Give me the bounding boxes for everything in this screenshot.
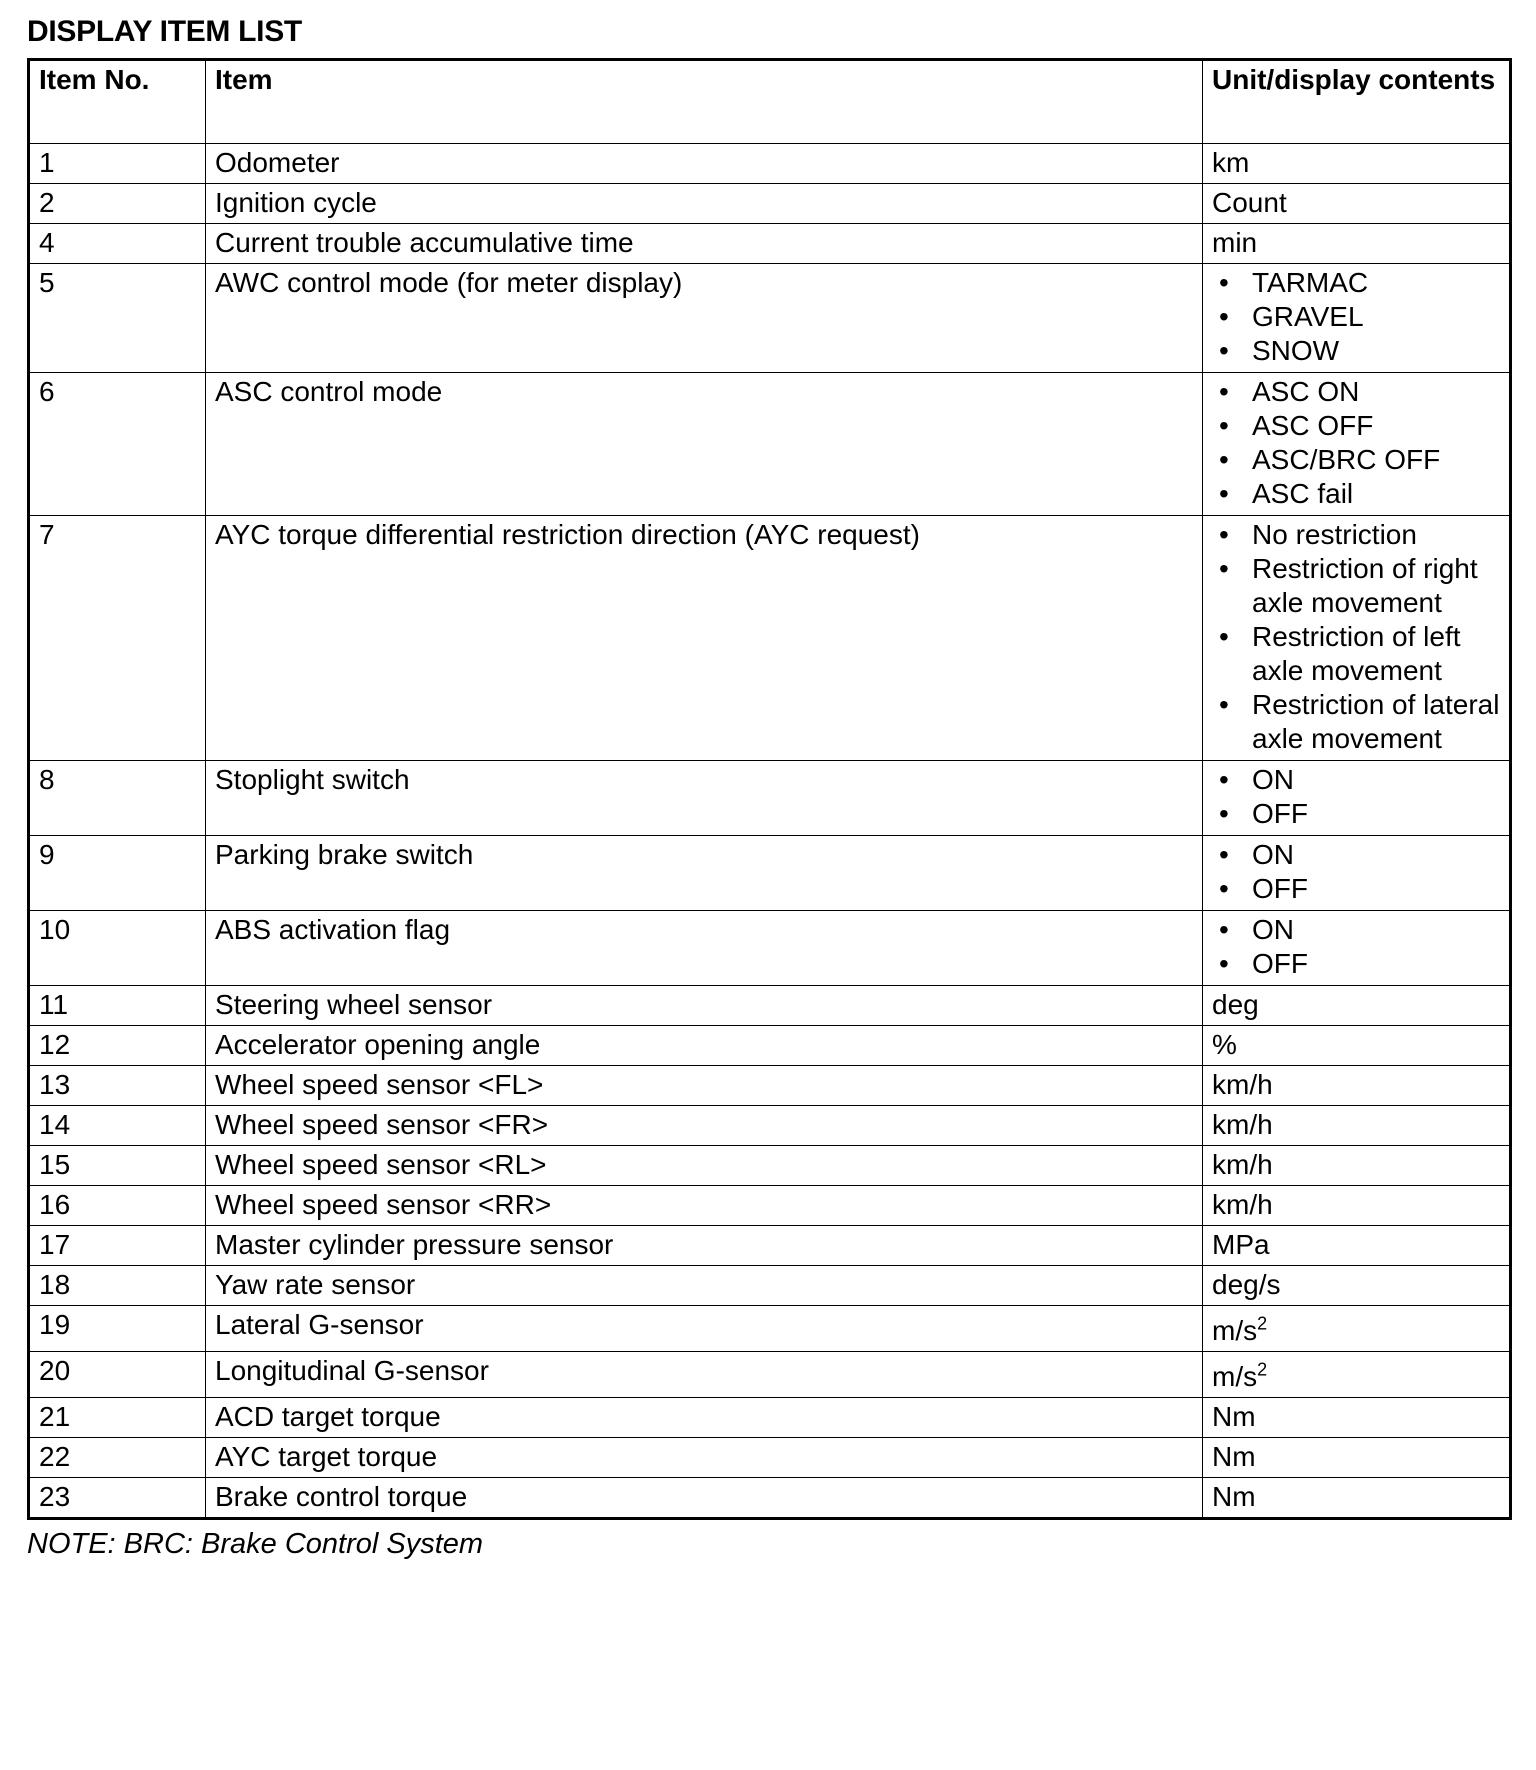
item-name-cell: Brake control torque (206, 1478, 1203, 1519)
display-option: • ASC OFF (1212, 409, 1501, 443)
item-number-cell: 14 (29, 1106, 206, 1146)
unit-text (1212, 1441, 1256, 1472)
table-row (29, 144, 1511, 184)
display-option: • SNOW (1212, 334, 1501, 368)
item-name-cell: Ignition cycle (206, 184, 1203, 224)
unit-text (1212, 187, 1287, 218)
item-name-cell: Wheel speed sensor <RR> (206, 1186, 1203, 1226)
item-number-cell: 11 (29, 986, 206, 1026)
display-options-list (1212, 266, 1501, 368)
header-unit: Unit/display contents (1203, 60, 1511, 144)
unit-cell (1203, 144, 1511, 184)
table-row (29, 516, 1511, 761)
unit-text (1212, 1069, 1273, 1100)
unit-cell (1203, 1026, 1511, 1066)
table-header-row (29, 60, 1511, 144)
unit-text (1212, 1354, 1267, 1393)
display-option: • GRAVEL (1212, 300, 1501, 334)
table-row (29, 1146, 1511, 1186)
item-name-cell: ABS activation flag (206, 911, 1203, 986)
item-name-cell: Wheel speed sensor <FR> (206, 1106, 1203, 1146)
page-title: DISPLAY ITEM LIST (27, 15, 302, 48)
item-number-cell: 8 (29, 761, 206, 836)
unit-value: deg (1212, 989, 1259, 1020)
unit-text (1212, 227, 1257, 258)
item-name-cell: ASC control mode (206, 373, 1203, 516)
item-number-cell: 6 (29, 373, 206, 516)
item-name-cell: Steering wheel sensor (206, 986, 1203, 1026)
item-name-cell: Current trouble accumulative time (206, 224, 1203, 264)
display-option: • OFF (1212, 797, 1501, 831)
display-option: • ASC fail (1212, 477, 1501, 511)
display-options-list (1212, 763, 1501, 831)
unit-value: Count (1212, 187, 1287, 218)
table-row (29, 1106, 1511, 1146)
table-body (29, 144, 1511, 1519)
unit-value: km/h (1212, 1109, 1273, 1140)
unit-cell (1203, 1226, 1511, 1266)
unit-cell (1203, 1352, 1511, 1398)
display-option: • ASC ON (1212, 375, 1501, 409)
table-row (29, 184, 1511, 224)
unit-text (1212, 1308, 1267, 1347)
item-number-cell: 18 (29, 1266, 206, 1306)
table-row (29, 1186, 1511, 1226)
unit-value: km (1212, 147, 1250, 178)
unit-cell (1203, 1186, 1511, 1226)
header-item-no: Item No. (29, 60, 206, 144)
table-row (29, 836, 1511, 911)
table-row (29, 1266, 1511, 1306)
unit-value: m/s (1212, 1361, 1258, 1392)
unit-value: km/h (1212, 1069, 1273, 1100)
footnote: NOTE: BRC: Brake Control System (27, 1528, 484, 1560)
display-option: • ON (1212, 763, 1501, 797)
table-row (29, 761, 1511, 836)
display-option: • OFF (1212, 872, 1501, 906)
unit-value: Nm (1212, 1441, 1256, 1472)
unit-cell (1203, 224, 1511, 264)
display-option: • Restriction of lateral axle movement (1212, 688, 1501, 756)
unit-value: km/h (1212, 1189, 1273, 1220)
item-number-cell: 9 (29, 836, 206, 911)
unit-exponent: 2 (1257, 1359, 1268, 1380)
unit-cell (1203, 986, 1511, 1026)
item-name-cell: Wheel speed sensor <FL> (206, 1066, 1203, 1106)
item-number-cell: 1 (29, 144, 206, 184)
unit-cell (1203, 1438, 1511, 1478)
unit-cell (1203, 516, 1511, 761)
display-options-list (1212, 838, 1501, 906)
item-number-cell: 4 (29, 224, 206, 264)
item-number-cell: 16 (29, 1186, 206, 1226)
display-option: • ON (1212, 913, 1501, 947)
unit-cell (1203, 761, 1511, 836)
table-row (29, 1352, 1511, 1398)
unit-cell (1203, 1306, 1511, 1352)
item-number-cell: 17 (29, 1226, 206, 1266)
unit-exponent: 2 (1257, 1313, 1268, 1334)
table-row (29, 1066, 1511, 1106)
unit-value: km/h (1212, 1149, 1273, 1180)
table-row (29, 1438, 1511, 1478)
item-number-cell: 23 (29, 1478, 206, 1519)
unit-text (1212, 1149, 1273, 1180)
table-row (29, 986, 1511, 1026)
unit-cell (1203, 1398, 1511, 1438)
item-number-cell: 5 (29, 264, 206, 373)
item-name-cell: Wheel speed sensor <RL> (206, 1146, 1203, 1186)
item-number-cell: 12 (29, 1026, 206, 1066)
display-options-list (1212, 375, 1501, 511)
unit-text (1212, 1029, 1237, 1060)
display-option: • Restriction of left axle movement (1212, 620, 1501, 688)
unit-text (1212, 1229, 1270, 1260)
item-name-cell: Stoplight switch (206, 761, 1203, 836)
table-row (29, 264, 1511, 373)
unit-cell (1203, 264, 1511, 373)
item-number-cell: 7 (29, 516, 206, 761)
unit-cell (1203, 836, 1511, 911)
table-row (29, 373, 1511, 516)
table-row (29, 224, 1511, 264)
display-option: • TARMAC (1212, 266, 1501, 300)
table-row (29, 1026, 1511, 1066)
table-row (29, 911, 1511, 986)
item-name-cell: AWC control mode (for meter display) (206, 264, 1203, 373)
item-number-cell: 22 (29, 1438, 206, 1478)
item-name-cell: ACD target torque (206, 1398, 1203, 1438)
unit-text (1212, 989, 1259, 1020)
unit-text (1212, 1269, 1281, 1300)
unit-text (1212, 1189, 1273, 1220)
unit-value: MPa (1212, 1229, 1270, 1260)
header-item: Item (206, 60, 1203, 144)
item-number-cell: 21 (29, 1398, 206, 1438)
unit-cell (1203, 1106, 1511, 1146)
unit-value: Nm (1212, 1401, 1256, 1432)
unit-value: Nm (1212, 1481, 1256, 1512)
unit-value: deg/s (1212, 1269, 1281, 1300)
item-number-cell: 13 (29, 1066, 206, 1106)
unit-text (1212, 1401, 1256, 1432)
unit-text (1212, 1481, 1256, 1512)
display-option: • ASC/BRC OFF (1212, 443, 1501, 477)
item-name-cell: Longitudinal G-sensor (206, 1352, 1203, 1398)
unit-cell (1203, 1146, 1511, 1186)
item-number-cell: 15 (29, 1146, 206, 1186)
unit-cell (1203, 1266, 1511, 1306)
unit-text (1212, 1109, 1273, 1140)
display-option: • ON (1212, 838, 1501, 872)
unit-cell (1203, 1066, 1511, 1106)
table-row (29, 1306, 1511, 1352)
display-option: • Restriction of right axle movement (1212, 552, 1501, 620)
item-name-cell: Lateral G-sensor (206, 1306, 1203, 1352)
table-row (29, 1478, 1511, 1519)
item-number-cell: 2 (29, 184, 206, 224)
display-options-list (1212, 913, 1501, 981)
document-page (27, 14, 1509, 1562)
unit-cell (1203, 373, 1511, 516)
item-number-cell: 20 (29, 1352, 206, 1398)
unit-text (1212, 147, 1249, 178)
unit-value: min (1212, 227, 1258, 258)
table-row (29, 1226, 1511, 1266)
display-option: • OFF (1212, 947, 1501, 981)
item-name-cell: AYC torque differential restriction direction (AYC request) (206, 516, 1203, 761)
display-options-list (1212, 518, 1501, 756)
item-name-cell: Yaw rate sensor (206, 1266, 1203, 1306)
item-number-cell: 10 (29, 911, 206, 986)
table-row (29, 1398, 1511, 1438)
item-name-cell: Parking brake switch (206, 836, 1203, 911)
unit-value: m/s (1212, 1315, 1258, 1346)
item-name-cell: Accelerator opening angle (206, 1026, 1203, 1066)
unit-cell (1203, 1478, 1511, 1519)
display-item-table (27, 58, 1512, 1520)
item-name-cell: Master cylinder pressure sensor (206, 1226, 1203, 1266)
item-name-cell: Odometer (206, 144, 1203, 184)
display-option: • No restriction (1212, 518, 1501, 552)
unit-value: % (1212, 1029, 1237, 1060)
unit-cell (1203, 911, 1511, 986)
item-name-cell: AYC target torque (206, 1438, 1203, 1478)
unit-cell (1203, 184, 1511, 224)
item-number-cell: 19 (29, 1306, 206, 1352)
